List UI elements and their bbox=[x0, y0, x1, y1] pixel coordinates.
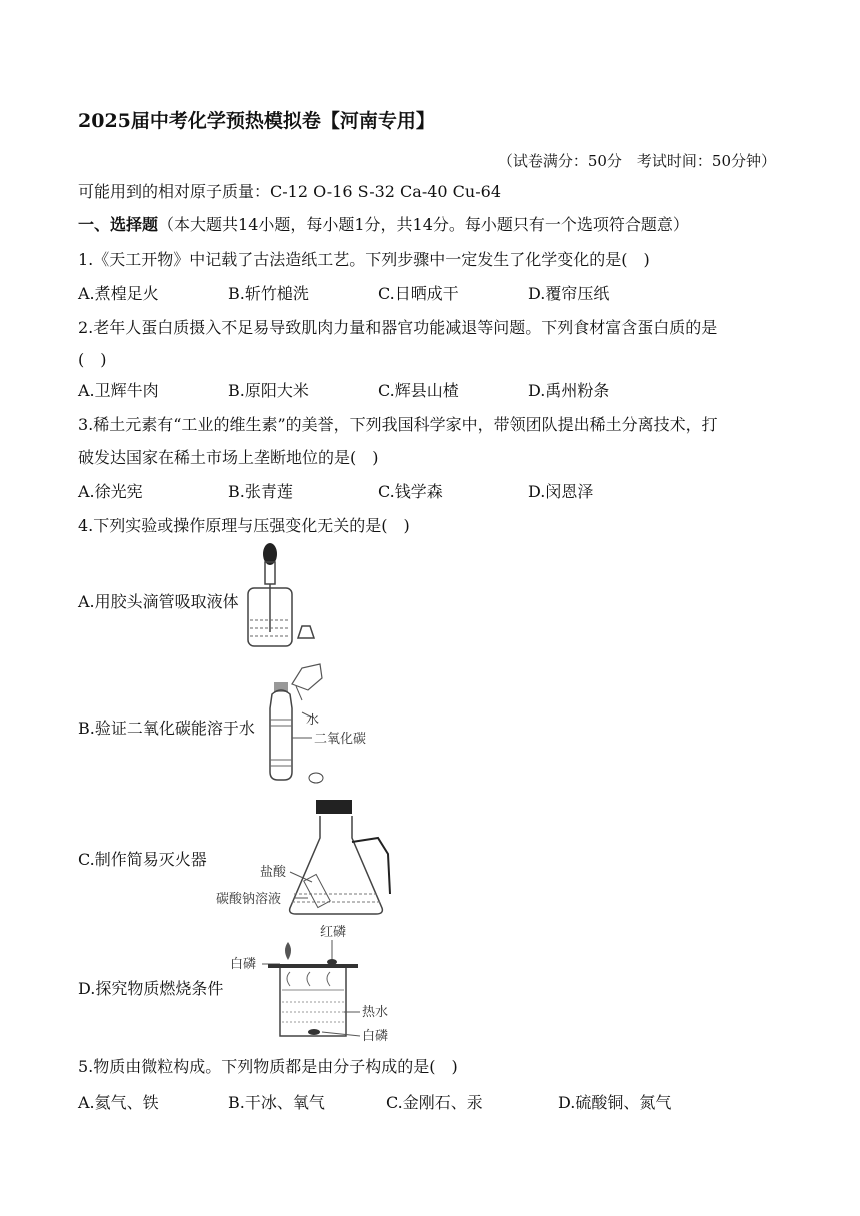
section-heading bbox=[78, 215, 689, 235]
question-2-stem-cont: ( ) bbox=[78, 350, 107, 369]
section-instructions: （本大题共14小题，每小题1分，共14分。每小题只有一个选项符合题意） bbox=[158, 215, 689, 234]
question-1-stem: 1.《天工开物》中记载了古法造纸工艺。下列步骤中一定发生了化学变化的是( ) bbox=[78, 250, 650, 269]
q4-option-a[interactable]: A.用胶头滴管吸取液体 bbox=[78, 592, 239, 611]
combustion-figure bbox=[228, 920, 418, 1048]
q3-option-b[interactable]: B.张青莲 bbox=[228, 482, 293, 501]
white-phosphorus-bottom-label: 白磷 bbox=[362, 1029, 389, 1044]
question-2-stem: 2.老年人蛋白质摄入不足易导致肌肉力量和器官功能减退等问题。下列食材富含蛋白质的是 bbox=[78, 318, 718, 337]
co2-label: 二氧化碳 bbox=[314, 732, 367, 747]
water-label: 水 bbox=[306, 713, 320, 728]
q5-option-c[interactable]: C.金刚石、汞 bbox=[386, 1093, 483, 1112]
q5-option-d[interactable]: D.硫酸铜、氮气 bbox=[558, 1093, 672, 1112]
dropper-bottle-figure bbox=[236, 542, 326, 652]
q5-option-b[interactable]: B.干冰、氧气 bbox=[228, 1093, 325, 1112]
q2-option-c[interactable]: C.辉县山楂 bbox=[378, 381, 459, 400]
question-3-stem-cont: 破发达国家在稀土市场上垄断地位的是( ) bbox=[78, 448, 379, 467]
question-3-stem: 3.稀土元素有“工业的维生素”的美誉，下列我国科学家中，带领团队提出稀土分离技术，打 bbox=[78, 415, 718, 434]
q3-option-d[interactable]: D.闵恩泽 bbox=[528, 482, 594, 501]
section-title: 一、选择题 bbox=[78, 215, 159, 234]
co2-bottle-figure bbox=[262, 660, 392, 790]
q2-option-b[interactable]: B.原阳大米 bbox=[228, 381, 309, 400]
question-5-stem: 5.物质由微粒构成。下列物质都是由分子构成的是( ) bbox=[78, 1057, 458, 1076]
q4-option-c[interactable]: C.制作简易灭火器 bbox=[78, 850, 207, 869]
q5-option-a[interactable]: A.氦气、铁 bbox=[78, 1093, 159, 1112]
q4-option-d[interactable]: D.探究物质燃烧条件 bbox=[78, 979, 224, 998]
question-4-stem: 4.下列实验或操作原理与压强变化无关的是( ) bbox=[78, 516, 410, 535]
atomic-masses: 可能用到的相对原子质量：C-12 O-16 S-32 Ca-40 Cu-64 bbox=[78, 182, 501, 201]
q3-option-a[interactable]: A.徐光宪 bbox=[78, 482, 143, 501]
q1-option-c[interactable]: C.日晒成干 bbox=[378, 284, 459, 303]
fire-extinguisher-figure bbox=[212, 798, 412, 920]
q2-option-d[interactable]: D.禹州粉条 bbox=[528, 381, 610, 400]
acid-label: 盐酸 bbox=[260, 865, 287, 880]
q1-option-b[interactable]: B.斩竹槌洗 bbox=[228, 284, 309, 303]
q2-option-a[interactable]: A.卫辉牛肉 bbox=[78, 381, 159, 400]
q3-option-c[interactable]: C.钱学森 bbox=[378, 482, 443, 501]
page-title: 2025届中考化学预热模拟卷【河南专用】 bbox=[78, 110, 435, 132]
q1-option-a[interactable]: A.煮楻足火 bbox=[78, 284, 159, 303]
q1-option-d[interactable]: D.覆帘压纸 bbox=[528, 284, 610, 303]
hot-water-label: 热水 bbox=[362, 1005, 389, 1020]
red-phosphorus-label: 红磷 bbox=[320, 925, 347, 940]
sodium-carbonate-label: 碳酸钠溶液 bbox=[216, 892, 282, 907]
q4-option-b[interactable]: B.验证二氧化碳能溶于水 bbox=[78, 719, 255, 738]
exam-info: （试卷满分：50分 考试时间：50分钟） bbox=[497, 152, 776, 170]
white-phosphorus-top-label: 白磷 bbox=[230, 957, 257, 972]
